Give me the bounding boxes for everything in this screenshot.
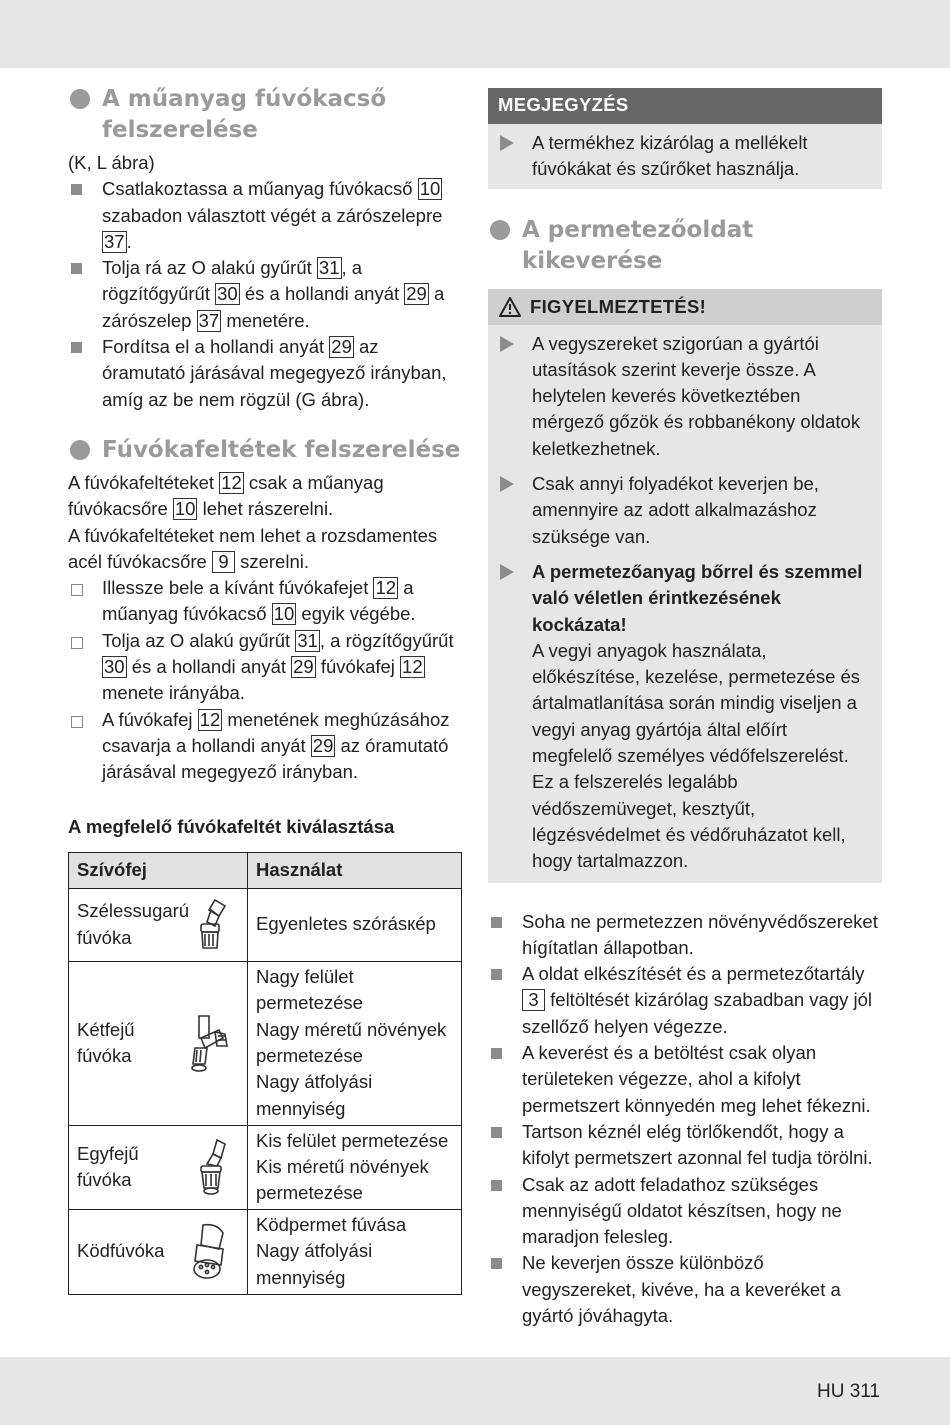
safety-list [488,909,882,1330]
list-item: A vegyszereket szigorúan a gyártói utasítások szerint keverje össze. A helytelen keverés következtében mérgező gőzök és robbanékony oldatok keletkezhetnek. [498,331,872,462]
part-number: 12 [199,708,221,730]
list-item: Tolja az O alakú gyűrűt 31 , a rögzítőgyűrűt 30 és a hollandi anyát 29 fúvókafej 12 menete irányába. [68,628,462,707]
usage-text: Ködpermet fúvása [256,1214,407,1236]
part-number: 10 [273,603,295,625]
paragraph: A fúvókafeltéteket nem lehet a rozsdamentes acél fúvókacsőre 9 szerelni. [68,524,438,572]
part-number: 10 [419,178,441,200]
note-list [498,130,872,183]
usage-text: Nagy felület permetezése [256,966,363,1014]
part-number: 30 [104,656,125,678]
part-number: 30 [217,283,238,305]
warning-body [488,325,882,883]
usage-text: Nagy méretű növények permetezése [256,1018,447,1067]
footer-band [0,1357,950,1425]
nozzle-cell [69,888,248,961]
wide-nozzle-icon [193,896,231,954]
nozzle-name: Szélessugarú fúvóka [77,900,190,948]
nozzle-name: Egyfejű fúvóka [77,1142,139,1191]
table-title: A megfelelő fúvókafeltét kiválasztása [68,815,395,837]
section-title: A műanyag fúvókacső felszerelése [102,86,387,143]
list-item: Illessze bele a kívánt fúvókafejet 12 a műanyag fúvókacső 10 egyik végébe. [68,575,462,628]
part-number: 12 [221,471,242,493]
single-nozzle-icon [193,1136,231,1198]
part-number: 31 [318,257,340,279]
section-heading-mixing [488,215,882,277]
header-band [0,0,950,68]
table-row [69,1209,462,1294]
usage-cell [248,888,462,961]
list-item: A oldat elkészítését és a permetezőtartály 3 feltöltését kizárólag szabadban vagy jól szellőző helyen végezze. [488,961,882,1040]
list-item: Ne keverjen össze különböző vegyszereket, kivéve, ha a keveréket a gyártó jóváhagyta. [488,1250,882,1329]
part-number: 29 [293,656,314,678]
nozzle-cell [69,1209,248,1294]
warning-box [488,289,882,883]
note-box [488,88,882,189]
part-number: 31 [297,629,318,651]
list-item [498,559,872,875]
usage-cell [248,961,462,1125]
list-item: Tolja rá az O alakú gyűrűt 31 , a rögzítőgyűrűt 30 és a hollandi anyát 29 a zárószelep 37 menetére. [68,255,462,334]
section-title: Fúvókafeltétek felszerelése [102,436,461,463]
part-number: 29 [406,283,427,305]
usage-text: Nagy átfolyási mennyiség [256,1071,373,1119]
warning-triangle-icon [498,296,522,318]
left-column [68,84,462,1295]
warning-header [488,289,882,325]
nozzle-cell [69,1125,248,1209]
mist-nozzle-icon [189,1221,231,1283]
section-heading-nozzle-attachments [68,435,462,466]
list-item: A termékhez kizárólag a mellékelt fúvókákat és szűrőket használja. [498,130,872,183]
nozzle-name: Kétfejű fúvóka [77,1018,135,1067]
list-item: Fordítsa el a hollandi anyát 29 az óramutató járásával megegyező irányban, amíg az be nem rögzül (G ábra). [68,334,462,413]
nozzle-cell [69,961,248,1125]
usage-text: Kis felület permetezése [256,1129,449,1151]
usage-text: Kis méretű növények permetezése [256,1155,429,1204]
nozzle-table [68,852,462,1295]
figure-reference: (K, L ábra) [68,152,155,173]
table-header-row [69,852,462,888]
part-number: 12 [375,577,397,599]
list-item: Csatlakoztassa a műanyag fúvókacső 10 szabadon választott végét a zárószelepre 37 . [68,176,462,255]
list-item: Soha ne permetezzen növényvédőszereket hígítatlan állapotban. [488,909,882,962]
step-list [68,575,462,785]
usage-cell [248,1125,462,1209]
column-header: Használat [248,852,462,888]
list-item: A keverést és a betöltést csak olyan területeken végezze, ahol a kifolyt permetszert könnyedén meg lehet fékezni. [488,1040,882,1119]
double-nozzle-icon [189,1012,231,1074]
instruction-list [68,176,462,413]
table-row [69,1125,462,1209]
list-item: Csak az adott feladathoz szükséges mennyiségű oldatot készítsen, hogy ne maradjon felesleg. [488,1172,882,1251]
note-body [488,124,882,189]
part-number: 37 [104,230,125,252]
section-heading-plastic-tube [68,84,462,146]
part-number: 37 [198,309,220,331]
warning-emphasis: A permetezőanyag bőrrel és szemmel való véletlen érintkezésének kockázata! [532,560,863,635]
part-number: 12 [402,656,423,678]
section-title: A permetezőoldat kikeverése [522,216,754,274]
table-row [69,888,462,961]
right-column [488,88,882,1329]
list-item: Csak annyi folyadékot keverjen be, amennyire az adott alkalmazáshoz szüksége van. [498,471,872,550]
part-number: 10 [174,498,196,520]
bullet-dot-icon [490,220,510,240]
column-header: Szívófej [69,852,248,888]
usage-text: Egyenletes szórásкép [256,913,436,935]
usage-text: Nagy átfolyási mennyiség [256,1240,373,1288]
note-header: MEGJEGYZÉS [488,88,882,124]
usage-cell [248,1209,462,1294]
paragraph: A fúvókafeltéteket 12 csak a műanyag fúvókacsőre 10 lehet rászerelni. [68,471,384,520]
bullet-dot-icon [70,89,90,109]
part-number: 29 [331,336,352,358]
page-number: HU 311 [816,1381,880,1402]
part-number: 3 [522,989,545,1011]
part-number: 29 [312,734,334,756]
nozzle-name: Ködfúvóka [77,1240,165,1262]
warning-list [498,331,872,875]
warning-text: A vegyi anyagok használata, előkészítése, kezelése, permetezése és ártalmatlanítása során mindig viseljen a vegyi anyag gyártója által előírt megfelelő személyes védőfelszerelést. Ez a felszerelés legalább védőszemüveget, kesztyűt, légzésvédelmet és védőruházatot kell, hogy tartalmazzon. [532,639,861,872]
part-number: 9 [212,551,235,573]
table-row [69,961,462,1125]
list-item: Tartson kéznél elég törlőkendőt, hogy a kifolyt permetszert azonnal fel tudja törölni. [488,1119,882,1172]
list-item: A fúvókafej 12 menetének meghúzásához csavarja a hollandi anyát 29 az óramutató járásával megegyező irányban. [68,707,462,786]
bullet-dot-icon [70,440,90,460]
warning-title: FIGYELMEZTETÉS! [530,295,707,317]
